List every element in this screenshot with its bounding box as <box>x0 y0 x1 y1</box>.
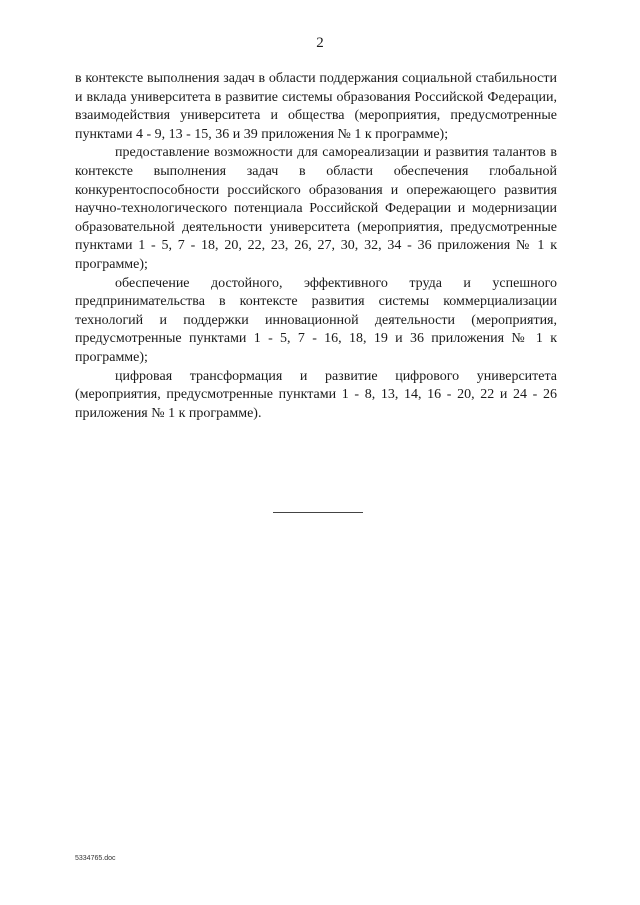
paragraph-1: в контексте выполнения задач в области поддержания социальной стабильности и вклада университета в развитие системы образования Российской Федерации, взаимодействия университета и общества (мероприятия, предусмотренные пунктами 4 - 9, 13 - 15, 36 и 39 приложения № 1 к программе); <box>75 71 557 142</box>
paragraph-3: обеспечение достойного, эффективного труда и успешного предпринимательства в контексте развития системы коммерциализации технологий и поддержки инновационной деятельности (мероприятия, предусмотренные пунктами 1 - 5, 7 - 16, 18, 19 и 36 приложения № 1 к программе); <box>75 275 557 365</box>
paragraph-2: предоставление возможности для самореализации и развития талантов в контексте выполнения задач в области обеспечения глобальной конкурентоспособности российского образования и опережающего развития научно-технологического потенциала Российской Федерации и модернизации образовательной деятельности университета (мероприятия, предусмотренные пунктами 1 - 5, 7 - 18, 20, 22, 23, 26, 27, 30, 32, 34 - 36 приложения № 1 к программе); <box>75 145 557 272</box>
paragraph-4: цифровая трансформация и развитие цифрового университета (мероприятия, предусмотренные пунктами 1 - 8, 13, 14, 16 - 20, 22 и 24 - 26 приложения № 1 к программе). <box>75 368 557 421</box>
page-number: 2 <box>316 35 324 51</box>
document-body <box>75 70 557 423</box>
end-separator-line <box>273 512 363 513</box>
footer-filename: 5334765.doc <box>75 855 116 862</box>
